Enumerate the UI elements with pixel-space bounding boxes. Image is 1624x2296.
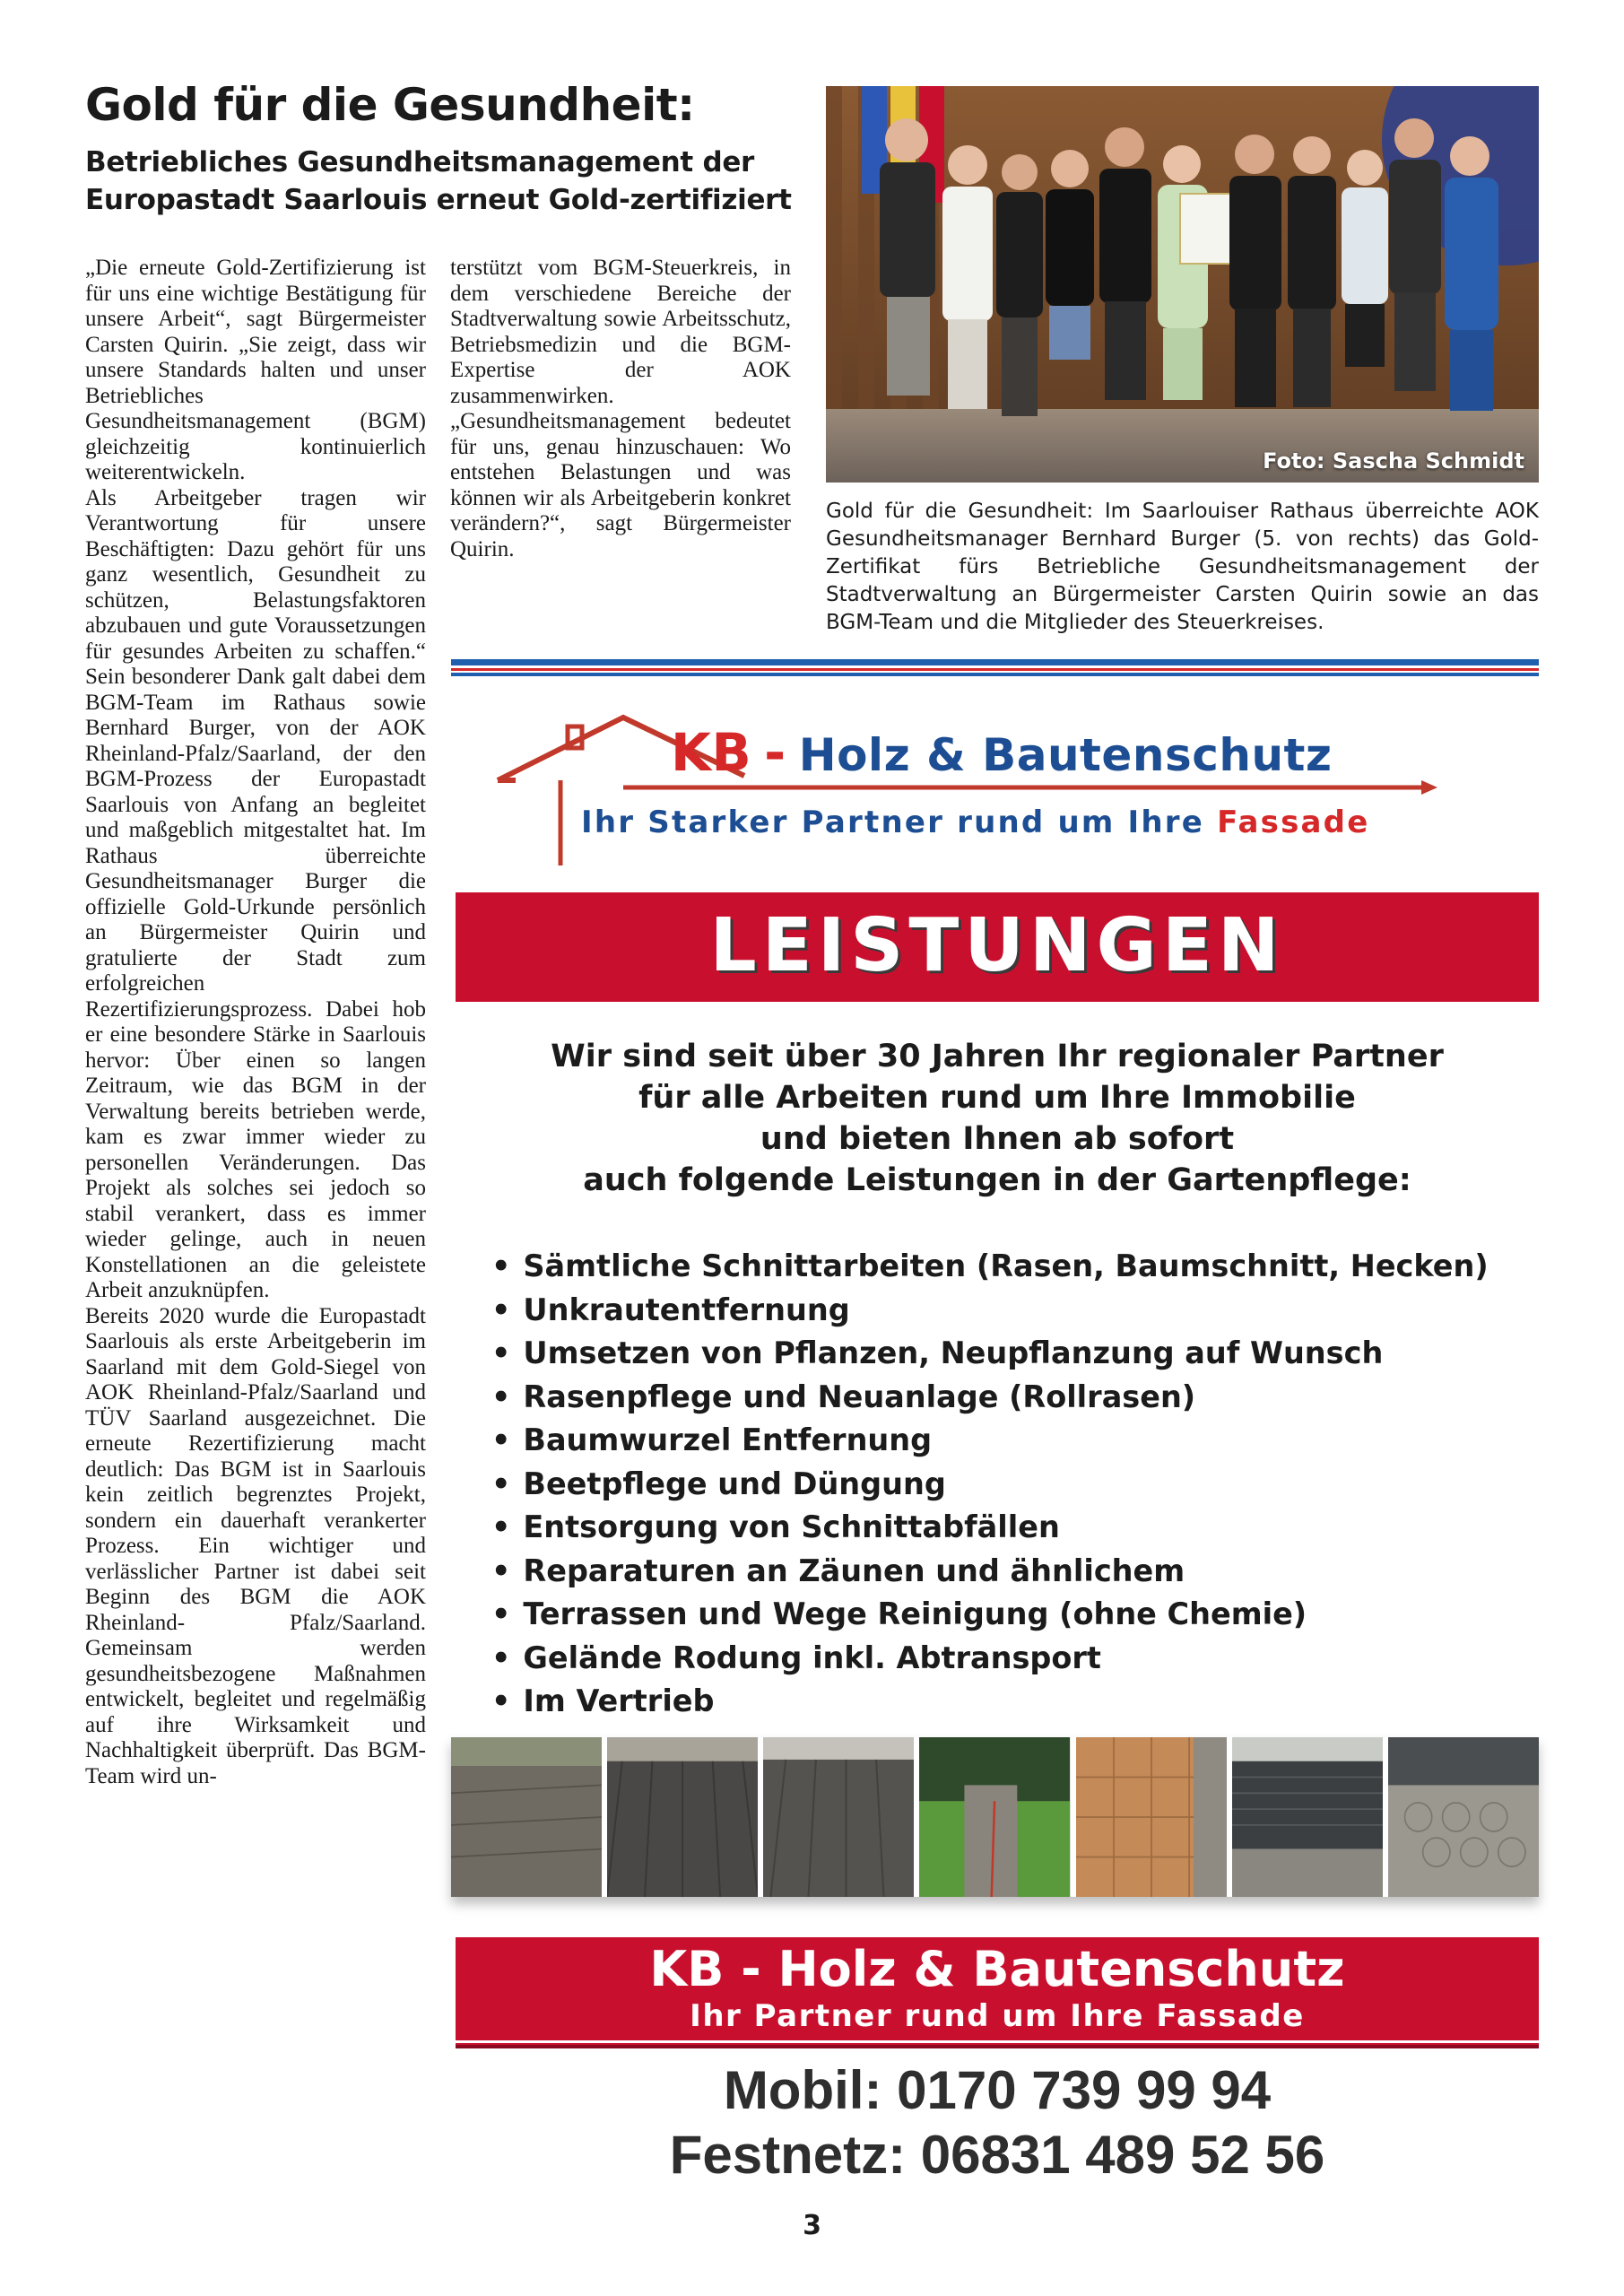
intro-line: und bieten Ihnen ab sofort xyxy=(760,1121,1235,1157)
article-paragraph: „Die erneute Gold-Zertifizierung ist für uns eine wichtige Bestätigung für unsere Arbeit“, sagt Bürgermeister Carsten Quirin. „Sie zeigt, dass wir unsere Standards halten und unser Betriebliches Gesundheitsmanagement (BGM) gleichzeitig kontinuierlich weiterentwickeln. xyxy=(85,256,426,484)
brand-rest: Holz & Bautenschutz xyxy=(798,729,1333,781)
photo-caption: Gold für die Gesundheit: Im Saarlouiser Rathaus überreichte AOK Gesundheitsmanager Bernhard Burger (5. von rechts) das Gold-Zertifikat fürs Betriebliche Gesundheitsmanagement der Stadtverwaltung an Bürgermeister Carsten Quirin sowie an das BGM-Team und die Mitglieder des Steuerkreises. xyxy=(826,500,1539,634)
footer-company-name: KB - Holz & Bautenschutz xyxy=(649,1941,1345,1997)
leistungen-title: LEISTUNGEN xyxy=(709,903,1285,988)
article-column-2 xyxy=(450,256,791,562)
gallery-photo-deck-clean xyxy=(763,1737,914,1897)
article-paragraph: Bereits 2020 wurde die Europastadt Saarlouis als erste Arbeitgeberin im Saarland mit dem Gold-Siegel von AOK Rheinland-Pfalz/Saarland und TÜV Saarland ausgezeichnet. Die erneute Rezertifizierung macht deutlich: Das BGM ist in Saarlouis kein zeitlich begrenztes Projekt, sondern ein dauerhaft verankerter Prozess. Ein wichtiger und verlässlicher Partner ist dabei seit Beginn des BGM die AOK Rheinland- Pfalz/Saarland. Gemeinsam werden gesundheitsbezogene Maßnahmen entwickelt, begleitet und regelmäßig auf ihre Wirksamkeit und Nachhaltigkeit überprüft. Das BGM-Team wird un- xyxy=(85,1303,426,1788)
gallery-photo-deck-dark xyxy=(607,1737,758,1897)
service-item: • Beetpflege und Düngung xyxy=(491,1463,1541,1507)
service-item: • Baumwurzel Entfernung xyxy=(491,1419,1541,1463)
work-gallery xyxy=(451,1737,1539,1897)
logo-tagline xyxy=(581,804,1369,840)
intro-line: Wir sind seit über 30 Jahren Ihr regionaler Partner xyxy=(551,1039,1444,1074)
footer-banner xyxy=(456,1937,1539,2045)
service-item: • Rasenpflege und Neuanlage (Rollrasen) xyxy=(491,1376,1541,1420)
leistungen-banner xyxy=(456,892,1539,1002)
stripe-red xyxy=(451,668,1539,671)
ad-top-stripes xyxy=(451,659,1539,675)
gallery-photo-garden-path xyxy=(919,1737,1070,1897)
gallery-photo-patio-before xyxy=(451,1737,602,1897)
article-column-1 xyxy=(85,256,426,1789)
footer-tagline: Ihr Partner rund um Ihre Fassade xyxy=(690,1998,1305,2034)
stripe-blue xyxy=(451,659,1539,665)
article-headline: Gold für die Gesundheit: xyxy=(85,79,695,131)
tagline-highlight: Fassade xyxy=(1217,804,1370,840)
service-item: • Sämtliche Schnittarbeiten (Rasen, Baumschnitt, Hecken) xyxy=(491,1245,1541,1289)
photo-credit: Foto: Sascha Schmidt xyxy=(1263,448,1524,474)
brand-dash: - xyxy=(764,722,786,783)
service-item: • Im Vertrieb xyxy=(491,1680,1541,1724)
ad-intro xyxy=(456,1036,1539,1201)
intro-line: für alle Arbeiten rund um Ihre Immobilie xyxy=(638,1080,1356,1116)
gallery-photo-hex-paving xyxy=(1388,1737,1539,1897)
article-paragraph: terstützt vom BGM-Steuerkreis, in dem verschiedene Bereiche der Stadtverwaltung sowie Arbeitsschutz, Betriebsmedizin und die BGM-Expertise der AOK zusammenwirken. xyxy=(450,256,791,408)
group-photo-illustration xyxy=(826,86,1539,483)
article-subheadline: Betriebliches Gesundheitsmanagement der Europastadt Saarlouis erneut Gold-zertifiziert xyxy=(85,146,792,216)
group-photo xyxy=(826,86,1539,483)
mobile-number: Mobil: 0170 739 99 94 xyxy=(723,2060,1272,2120)
gallery-photo-brick-paving xyxy=(1076,1737,1227,1897)
brand-initials: KB xyxy=(671,722,752,783)
article-paragraph: Als Arbeitgeber tragen wir Verantwortung für unsere Beschäftigten: Dazu gehört für uns ganz wesentlich, Gesundheit zu schützen, Belastungsfaktoren abzubauen und gute Voraussetzungen für gesundes Arbeiten zu schaffen.“ Sein besonderer Dank galt dabei dem BGM-Team im Rathaus sowie Bernhard Burger, von der AOK Rheinland-Pfalz/Saarland, der den BGM-Prozess der Europastadt Saarlouis von Anfang an begleitet und maßgeblich mitgestaltet hat. Im Rathaus überreichte Gesundheitsmanager Burger die offizielle Gold-Urkunde persönlich an Bürgermeister Quirin und gratulierte der Stadt zum erfolgreichen Rezertifizierungsprozess. Dabei hob er eine besondere Stärke in Saarlouis hervor: Über einen so langen Zeitraum, wie das BGM in der Verwaltung bereits betrieben werde, kam es zwar immer wieder zu personellen Veränderungen. Das Projekt als solches sei jedoch so stabil verankert, dass es immer wieder gelinge, auch in neuen Konstellationen an die geleistete Arbeit anzuknüpfen. xyxy=(85,485,426,1302)
service-item: • Umsetzen von Pflanzen, Neupflanzung auf Wunsch xyxy=(491,1332,1541,1376)
service-item: • Entsorgung von Schnittabfällen xyxy=(491,1506,1541,1550)
service-item: • Unkrautentfernung xyxy=(491,1289,1541,1333)
stripe-blue xyxy=(451,673,1539,676)
tagline-main: Ihr Starker Partner rund um Ihre xyxy=(581,804,1205,840)
gallery-photo-fence xyxy=(1232,1737,1383,1897)
service-item: • Gelände Rodung inkl. Abtransport xyxy=(491,1637,1541,1681)
page-number: 3 xyxy=(803,2210,821,2241)
article-paragraph: „Gesundheitsmanagement bedeutet für uns, genau hinzuschauen: Wo entstehen Belastungen und was können wir als Arbeitgeberin konkret verändern?“, sagt Bürgermeister Quirin. xyxy=(450,409,791,561)
landline-number: Festnetz: 06831 489 52 56 xyxy=(669,2125,1325,2185)
services-list xyxy=(491,1245,1541,1724)
service-item: • Reparaturen an Zäunen und ähnlichem xyxy=(491,1550,1541,1594)
service-item: • Terrassen und Wege Reinigung (ohne Chemie) xyxy=(491,1593,1541,1637)
intro-line: auch folgende Leistungen in der Gartenpflege: xyxy=(583,1162,1411,1198)
company-brand-name xyxy=(671,722,1333,783)
contact-info xyxy=(456,2058,1539,2187)
